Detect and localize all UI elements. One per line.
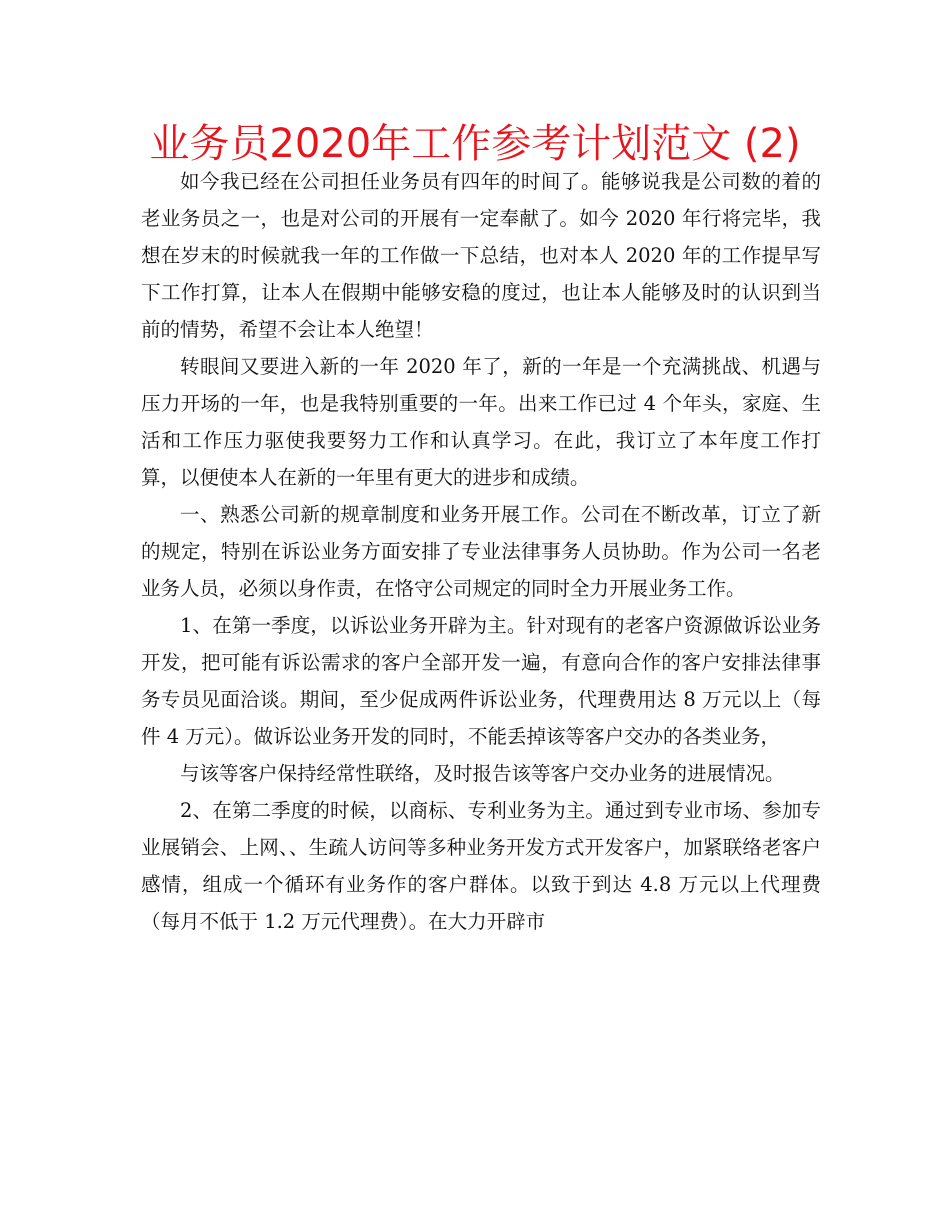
- document-body: [141, 163, 821, 940]
- paragraph: 与该等客户保持经常性联络，及时报告该等客户交办业务的进展情况。: [180, 762, 785, 785]
- paragraph: 如今我已经在公司担任业务员有四年的时间了。能够说我是公司数的着的老业务员之一，也是对公司的开展有一定奉献了。如今 2020 年行将完毕，我想在岁末的时候就我一年的工作做一下总结，也对本人 2020 年的工作提早写下工作打算，让本人在假期中能够安稳的度过，也让本人能够及时的认识到当前的情势，希望不会让本人绝望！: [141, 170, 821, 341]
- paragraph: 一、熟悉公司新的规章制度和业务开展工作。公司在不断改革，订立了新的规定，特别在诉讼业务方面安排了专业法律事务人员协助。作为公司一名老业务人员，必须以身作责，在恪守公司规定的同时全力开展业务工作。: [141, 503, 821, 600]
- document-title: 业务员2020年工作参考计划范文 (2): [149, 121, 801, 167]
- paragraph: 1、在第一季度，以诉讼业务开辟为主。针对现有的老客户资源做诉讼业务开发，把可能有诉讼需求的客户全部开发一遍，有意向合作的客户安排法律事务专员见面洽谈。期间，至少促成两件诉讼业务，代理费用达 8 万元以上（每件 4 万元）。做诉讼业务开发的同时，不能丢掉该等客户交办的各类业务，: [141, 614, 821, 748]
- paragraph: 转眼间又要进入新的一年 2020 年了，新的一年是一个充满挑战、机遇与压力开场的一年，也是我特别重要的一年。出来工作已过 4 个年头，家庭、生活和工作压力驱使我要努力工作和认真学习。在此，我订立了本年度工作打算，以便使本人在新的一年里有更大的进步和成绩。: [141, 355, 821, 489]
- paragraph: 2、在第二季度的时候，以商标、专利业务为主。通过到专业市场、参加专业展销会、上网、、生疏人访问等多种业务开发方式开发客户，加紧联络老客户感情，组成一个循环有业务作的客户群体。以致于到达 4.8 万元以上代理费（每月不低于 1.2 万元代理费）。在大力开辟市: [141, 799, 821, 933]
